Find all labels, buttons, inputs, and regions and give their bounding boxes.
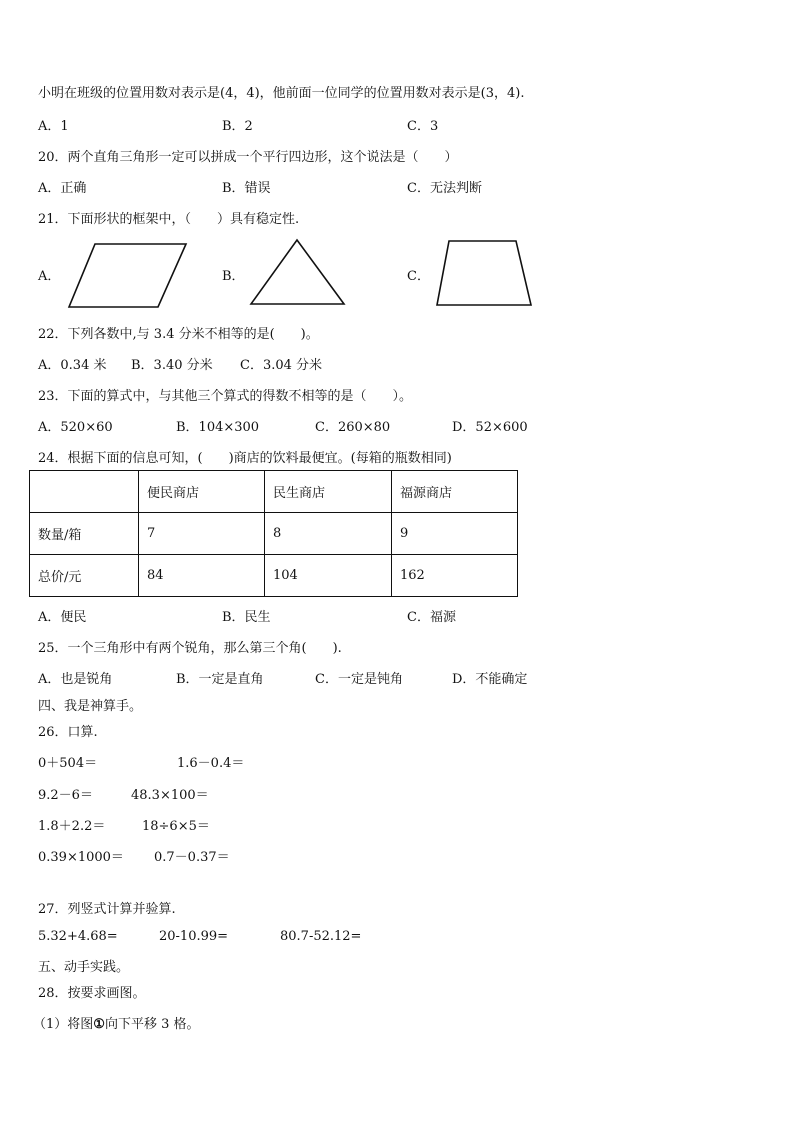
table-row — [30, 555, 518, 597]
table-cell: 数量/箱 — [30, 513, 139, 555]
q20-stem: 20．两个直角三角形一定可以拼成一个平行四边形，这个说法是（ ） — [38, 150, 458, 165]
q22-option-c[interactable]: C．3.04 分米 — [240, 358, 323, 373]
q23-option-d[interactable]: D．52×600 — [452, 420, 528, 435]
table-header-cell: 便民商店 — [139, 471, 265, 513]
column-calc-item: 20-10.99= — [159, 929, 229, 944]
trapezoid-shape — [434, 238, 536, 310]
mental-math-item: 1.8＋2.2＝ — [38, 819, 106, 834]
q28-sub1 — [33, 1013, 199, 1032]
mental-math-item: 0.39×1000＝ — [38, 850, 124, 865]
table-cell: 9 — [392, 513, 518, 555]
q28-sub1-prefix: （1）将图 — [33, 1017, 94, 1032]
q19-option-a[interactable]: A．1 — [38, 119, 69, 134]
q23-option-c[interactable]: C．260×80 — [315, 420, 391, 435]
q20-option-a[interactable]: A．正确 — [38, 181, 87, 196]
q23-stem: 23．下面的算式中，与其他三个算式的得数不相等的是（ ）。 — [38, 389, 413, 404]
mental-math-item: 9.2－6＝ — [38, 788, 93, 803]
q21-option-b[interactable]: B． — [222, 269, 245, 284]
q26-stem: 26．口算. — [38, 725, 98, 740]
q22-stem: 22．下列各数中,与 3.4 分米不相等的是( )。 — [38, 327, 319, 342]
table-header-row — [30, 471, 518, 513]
column-calc-item: 80.7-52.12= — [280, 929, 362, 944]
q25-option-d[interactable]: D．不能确定 — [452, 672, 528, 687]
q19-stem: 小明在班级的位置用数对表示是(4，4)，他前面一位同学的位置用数对表示是(3，4). — [38, 86, 525, 101]
q19-option-c[interactable]: C．3 — [407, 119, 439, 134]
table-header-cell: 福源商店 — [392, 471, 518, 513]
q21-option-c[interactable]: C． — [407, 269, 430, 284]
column-calc-item: 5.32+4.68= — [38, 929, 118, 944]
mental-math-item: 18÷6×5＝ — [142, 819, 210, 834]
q27-stem: 27．列竖式计算并验算. — [38, 902, 176, 917]
mental-math-item: 0＋504＝ — [38, 756, 98, 771]
q24-option-b[interactable]: B．民生 — [222, 610, 271, 625]
table-cell: 84 — [139, 555, 265, 597]
table-header-cell — [30, 471, 139, 513]
q20-option-b[interactable]: B．错误 — [222, 181, 271, 196]
section-heading-4: 四、我是神算手。 — [38, 699, 143, 714]
price-table — [29, 470, 518, 597]
q25-option-a[interactable]: A．也是锐角 — [38, 672, 113, 687]
section-heading-5: 五、动手实践。 — [38, 960, 130, 975]
q24-option-c[interactable]: C．福源 — [407, 610, 456, 625]
q23-option-b[interactable]: B．104×300 — [176, 420, 260, 435]
q22-option-b[interactable]: B．3.40 分米 — [131, 358, 213, 373]
circled-number-one: ① — [93, 1017, 105, 1032]
table-cell: 总价/元 — [30, 555, 139, 597]
parallelogram-shape — [66, 240, 190, 312]
q28-sub1-suffix: 向下平移 3 格。 — [104, 1017, 200, 1032]
triangle-shape — [248, 237, 348, 309]
q20-option-c[interactable]: C．无法判断 — [407, 181, 482, 196]
table-cell: 8 — [265, 513, 392, 555]
mental-math-item: 0.7－0.37＝ — [154, 850, 230, 865]
q24-stem: 24．根据下面的信息可知，( )商店的饮料最便宜。(每箱的瓶数相同) — [38, 451, 452, 466]
q25-option-b[interactable]: B．一定是直角 — [176, 672, 264, 687]
q19-option-b[interactable]: B．2 — [222, 119, 253, 134]
q21-stem: 21．下面形状的框架中，（ ）具有稳定性. — [38, 212, 300, 227]
mental-math-item: 48.3×100＝ — [131, 788, 209, 803]
mental-math-item: 1.6－0.4＝ — [177, 756, 245, 771]
q21-option-a[interactable]: A． — [38, 269, 61, 284]
q23-option-a[interactable]: A．520×60 — [38, 420, 113, 435]
table-header-cell: 民生商店 — [265, 471, 392, 513]
q25-option-c[interactable]: C．一定是钝角 — [315, 672, 403, 687]
q25-stem: 25．一个三角形中有两个锐角，那么第三个角( ). — [38, 641, 342, 656]
q24-option-a[interactable]: A．便民 — [38, 610, 87, 625]
table-row — [30, 513, 518, 555]
q28-stem: 28．按要求画图。 — [38, 986, 146, 1001]
table-cell: 162 — [392, 555, 518, 597]
table-cell: 7 — [139, 513, 265, 555]
q22-option-a[interactable]: A．0.34 米 — [38, 358, 107, 373]
table-cell: 104 — [265, 555, 392, 597]
